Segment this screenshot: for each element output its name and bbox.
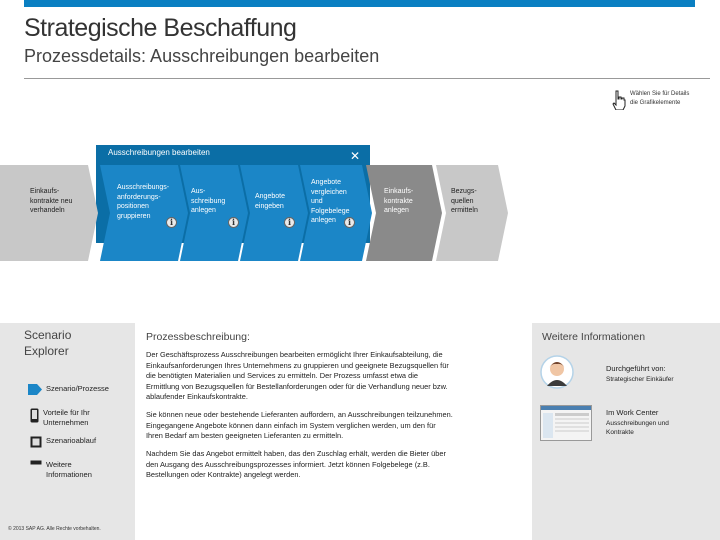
user-avatar xyxy=(540,355,574,389)
work-center-value-line: Ausschreibungen und xyxy=(606,420,669,427)
step-1-line: Einkaufs- xyxy=(30,188,60,195)
header-divider xyxy=(24,78,710,79)
hint-line-2: die Grafikelemente xyxy=(630,100,681,106)
nav-item-benefits[interactable] xyxy=(30,408,90,428)
performed-by-label: Durchgeführt von: xyxy=(606,364,666,373)
step-1-line: verhandeln xyxy=(30,207,65,214)
nav-item-label: Informationen xyxy=(46,470,92,479)
nav-item-label: Weitere xyxy=(46,460,72,469)
nav-item-label: Szenarioablauf xyxy=(46,436,97,445)
nav-item-label: Szenario/Prozesse xyxy=(46,384,109,393)
step-4-line: Angebote xyxy=(255,193,285,200)
step-4-line: eingeben xyxy=(255,202,284,210)
description-paragraph-3 xyxy=(146,449,524,481)
step-7-line: quellen xyxy=(451,197,474,205)
more-info-panel xyxy=(532,323,720,540)
description-line: Ihren Bedarf am besten geeigneten Lieferanten zu ermitteln. xyxy=(146,431,344,441)
step-3-label xyxy=(191,187,225,216)
step-3-line: Aus- xyxy=(191,188,206,195)
process-flow xyxy=(0,145,720,305)
nav-item-more-info[interactable] xyxy=(30,460,92,480)
nav-item-scenario-processes[interactable] xyxy=(28,384,109,395)
step-7-line: Bezugs- xyxy=(451,188,477,195)
step-5-line: anlegen xyxy=(311,217,336,224)
arrow-right-icon xyxy=(28,384,42,395)
description-paragraph-1 xyxy=(146,350,524,403)
page-subtitle: Prozessdetails: Ausschreibungen bearbeiten xyxy=(24,46,380,66)
step-chevron-4[interactable] xyxy=(240,165,308,261)
step-4-info-icon[interactable]: i xyxy=(284,217,295,228)
scenario-explorer-title-line: Scenario xyxy=(24,328,72,342)
step-2-info-icon[interactable]: i xyxy=(166,217,177,228)
step-5-line: Folgebelege xyxy=(311,207,350,215)
step-2-line: positionen xyxy=(117,203,149,210)
description-line: Ermittlung von Bezugsquellen für Bestellanforderungen oder für die Verhandlung neuer bzw. xyxy=(146,381,448,391)
step-3-line: anlegen xyxy=(191,207,216,214)
scenario-explorer-title xyxy=(24,327,71,359)
step-2-line: Ausschreibungs- xyxy=(117,184,170,191)
step-2-label xyxy=(117,183,169,221)
close-icon[interactable]: ✕ xyxy=(350,149,361,163)
step-5-line: Angebote xyxy=(311,179,341,186)
work-center-label: Im Work Center xyxy=(606,408,659,417)
performed-by-value: Strategischer Einkäufer xyxy=(606,376,674,383)
description-line: den Ausgang des Ausschreibungsprozesses informiert. Jetzt können Folgebelege (z.B. xyxy=(146,459,430,469)
document-icon xyxy=(30,436,42,448)
step-5-line: und xyxy=(311,198,323,205)
step-7-label xyxy=(451,187,478,216)
highlight-label: Ausschreibungen bearbeiten xyxy=(108,148,210,157)
work-center-value xyxy=(606,419,669,437)
step-3-line: schreibung xyxy=(191,197,226,205)
step-1-label xyxy=(30,187,72,216)
page-title: Strategische Beschaffung xyxy=(24,14,297,42)
description-line: Einkaufsanforderungen Ihres Unternehmens zu gruppieren und geeignete Bezugsquellen für xyxy=(146,360,449,370)
step-6-line: kontrakte xyxy=(384,197,413,205)
step-4-label xyxy=(255,192,285,211)
step-2-line: anforderungs- xyxy=(117,193,161,201)
step-6-line: Einkaufs- xyxy=(384,188,414,195)
description-paragraph-2 xyxy=(146,410,524,442)
step-5-line: vergleichen xyxy=(311,188,347,196)
step-2-line: gruppieren xyxy=(117,212,151,220)
hand-pointer-icon xyxy=(612,90,626,110)
selection-hint xyxy=(612,90,712,110)
description-line: Eingegangene Angebote können dann einfach im System verglichen werden, um den für xyxy=(146,420,436,430)
copyright-footer: © 2013 SAP AG. Alle Rechte vorbehalten. xyxy=(8,526,101,532)
description-line: Bestellungen oder Kontrakte) angelegt werden. xyxy=(146,470,301,480)
info-page-icon xyxy=(30,460,42,474)
description-line: Der Geschäftsprozess Ausschreibungen bearbeiten ermöglicht Ihrer Einkaufsabteilung, die xyxy=(146,350,443,359)
work-center-screenshot-icon[interactable] xyxy=(540,405,592,441)
step-5-label xyxy=(311,178,350,226)
work-center-value-line: Kontrakte xyxy=(606,429,634,436)
nav-item-scenario-flow[interactable] xyxy=(30,436,96,448)
top-accent-bar xyxy=(24,0,695,7)
scenario-explorer-title-line: Explorer xyxy=(24,344,69,358)
step-1-line: kontrakte neu xyxy=(30,197,73,205)
nav-item-label: Vorteile für Ihr xyxy=(43,408,90,417)
nav-item-label: Unternehmen xyxy=(43,418,89,427)
step-6-line: anlegen xyxy=(384,207,409,214)
process-chevrons xyxy=(0,165,720,265)
scenario-explorer-panel xyxy=(0,323,135,540)
description-line: Sie können neue oder bestehende Lieferanten auffordern, an Ausschreibungen teilzunehmen. xyxy=(146,410,453,419)
process-description-panel xyxy=(137,323,530,540)
step-7-line: ermitteln xyxy=(451,207,478,214)
mobile-icon xyxy=(30,408,39,423)
more-info-title: Weitere Informationen xyxy=(542,331,646,343)
description-line: die benötigten Materialien und Services zu ermitteln. Der Prozess umfasst etwa die xyxy=(146,371,418,381)
hint-line-1: Wählen Sie für Details xyxy=(630,91,690,97)
step-6-label xyxy=(384,187,413,216)
process-description-title: Prozessbeschreibung: xyxy=(146,331,250,343)
step-3-info-icon[interactable]: i xyxy=(228,217,239,228)
step-5-info-icon[interactable]: i xyxy=(344,217,355,228)
description-line: Nachdem Sie das Angebot ermittelt haben, das den Zuschlag erhält, werden die Bieter über xyxy=(146,449,446,458)
description-line: ablaufender Einkaufskontrakte. xyxy=(146,392,248,402)
